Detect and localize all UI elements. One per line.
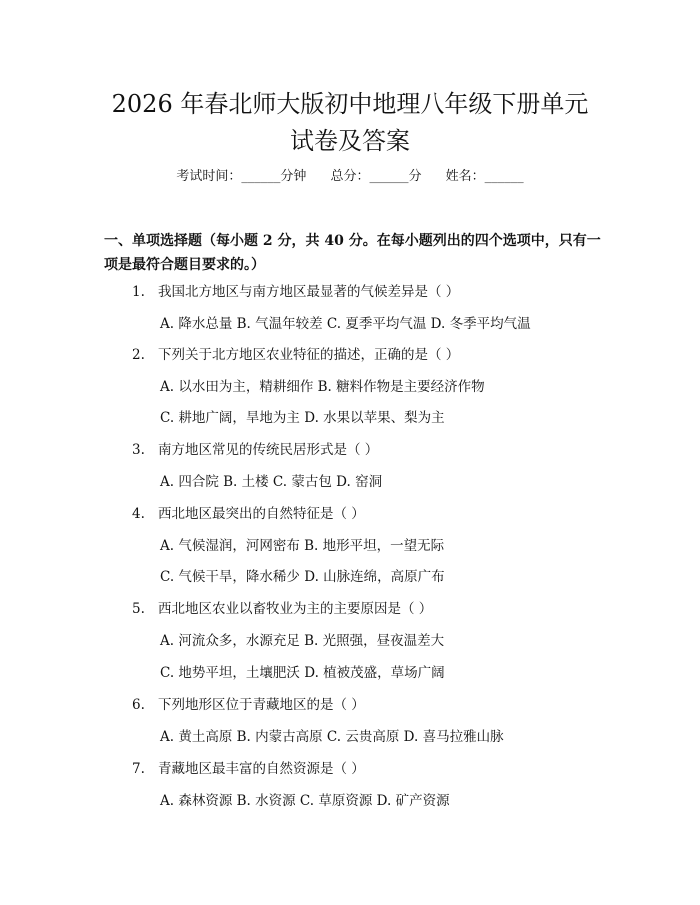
question-text: 下列关于北方地区农业特征的描述，正确的是（ ） (158, 347, 460, 363)
page-title-line-2: 试卷及答案 (290, 127, 410, 155)
question-5 (132, 599, 432, 619)
question-number: 5. (132, 601, 145, 617)
section-heading: 一、单项选择题（每小题 2 分，共 40 分。在每小题列出的四个选项中，只有一项是最符合题目要求的。） (104, 233, 601, 273)
student-name-field: 姓名：______ (445, 169, 524, 184)
question-6 (132, 695, 365, 715)
question-4-options-line-2: C. 气候干旱，降水稀少 D. 山脉连绵，高原广布 (160, 569, 445, 585)
question-text: 西北地区农业以畜牧业为主的主要原因是（ ） (158, 601, 433, 617)
page-title-line-1: 2026 年春北师大版初中地理八年级下册单元 (111, 90, 589, 118)
exam-time-field: 考试时间：______分钟 (176, 169, 307, 184)
question-2-options-line-1: A. 以水田为主，精耕细作 B. 糖料作物是主要经济作物 (160, 379, 485, 395)
total-score-field: 总分：______分 (330, 169, 422, 184)
question-text: 下列地形区位于青藏地区的是（ ） (158, 697, 365, 713)
question-number: 1. (132, 284, 145, 300)
question-7-options: A. 森林资源 B. 水资源 C. 草原资源 D. 矿产资源 (160, 793, 450, 809)
question-7 (132, 759, 365, 779)
exam-meta-row (0, 167, 700, 187)
question-number: 4. (132, 506, 145, 522)
question-5-options-line-2: C. 地势平坦，土壤肥沃 D. 植被茂盛，草场广阔 (160, 665, 445, 681)
question-6-options: A. 黄土高原 B. 内蒙古高原 C. 云贵高原 D. 喜马拉雅山脉 (160, 729, 504, 745)
question-text: 南方地区常见的传统民居形式是（ ） (158, 442, 379, 458)
question-5-options-line-1: A. 河流众多，水源充足 B. 光照强，昼夜温差大 (160, 633, 445, 649)
question-2 (132, 345, 459, 365)
question-number: 3. (132, 442, 145, 458)
question-text: 我国北方地区与南方地区最显著的气候差异是（ ） (158, 284, 460, 300)
question-text: 西北地区最突出的自然特征是（ ） (158, 506, 365, 522)
question-1 (132, 282, 459, 302)
question-3-options: A. 四合院 B. 土楼 C. 蒙古包 D. 窑洞 (160, 474, 383, 490)
question-1-options: A. 降水总量 B. 气温年较差 C. 夏季平均气温 D. 冬季平均气温 (160, 316, 531, 332)
question-4 (132, 504, 365, 524)
question-2-options-line-2: C. 耕地广阔，旱地为主 D. 水果以苹果、梨为主 (160, 410, 445, 426)
question-text: 青藏地区最丰富的自然资源是（ ） (158, 761, 365, 777)
question-3 (132, 440, 378, 460)
question-number: 6. (132, 697, 145, 713)
question-4-options-line-1: A. 气候湿润，河网密布 B. 地形平坦，一望无际 (160, 538, 445, 554)
question-number: 7. (132, 761, 145, 777)
question-number: 2. (132, 347, 145, 363)
